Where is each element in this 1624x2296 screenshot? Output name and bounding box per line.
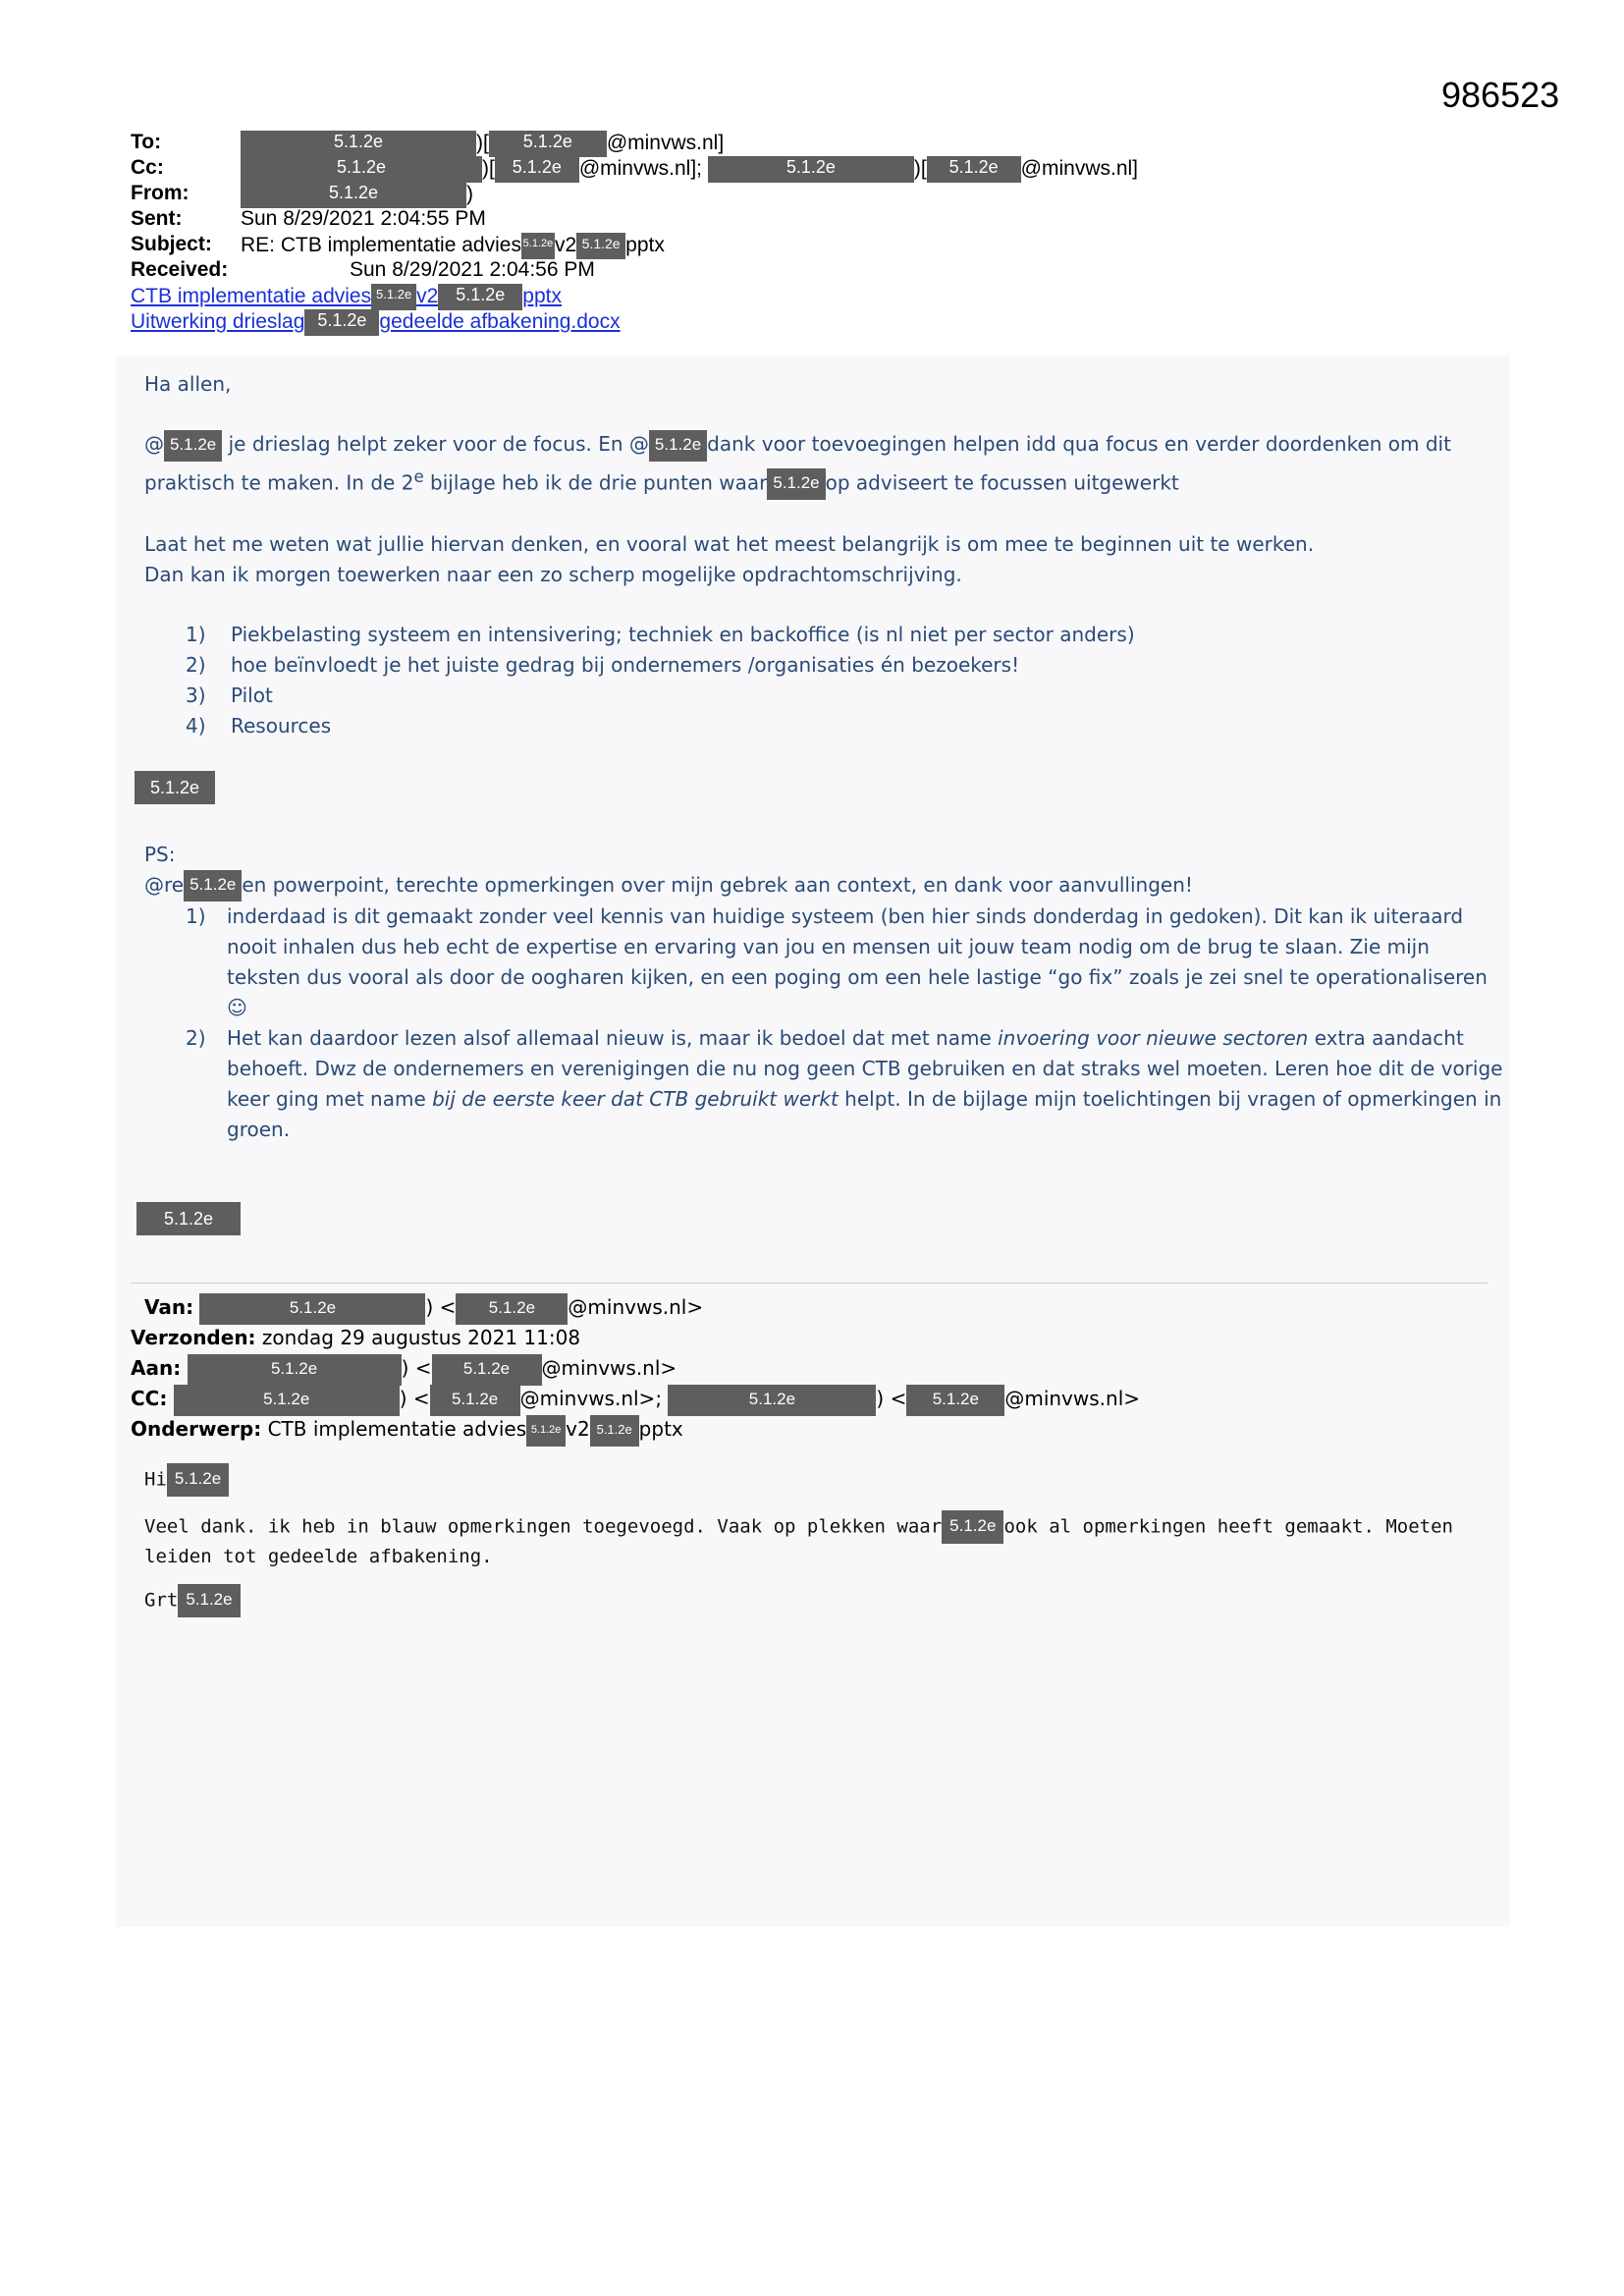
separator: ) < <box>876 1387 907 1410</box>
ps-list-item <box>144 1023 1509 1145</box>
signature <box>144 771 1509 810</box>
redaction: 5.1.2e <box>526 1415 566 1447</box>
separator: ) < <box>425 1295 457 1319</box>
cc-row <box>131 156 1139 182</box>
focus-list <box>144 620 1509 741</box>
redaction: 5.1.2e <box>438 284 522 310</box>
paragraph-1 <box>144 429 1509 500</box>
redaction: 5.1.2e <box>167 1463 229 1497</box>
redaction: 5.1.2e <box>432 1354 542 1386</box>
redaction: 5.1.2e <box>174 1385 400 1416</box>
redaction: 5.1.2e <box>241 156 482 183</box>
aan-label: Aan: <box>131 1356 182 1380</box>
email-domain: @minvws.nl> <box>568 1295 704 1319</box>
redaction: 5.1.2e <box>495 156 579 183</box>
text: bijlage heb ik de drie punten waar <box>423 470 768 495</box>
cc-label: CC: <box>131 1387 168 1410</box>
thanks-line <box>144 1510 1499 1570</box>
email-header <box>131 131 1139 335</box>
redaction: 5.1.2e <box>767 468 825 500</box>
spacer <box>144 810 1509 840</box>
list-number: 2) <box>186 1026 206 1051</box>
spacer <box>144 590 1509 620</box>
received-row <box>131 258 621 284</box>
attachment-name: gedeelde afbakening.docx <box>379 310 621 334</box>
list-text: Pilot <box>231 683 273 707</box>
redaction: 5.1.2e <box>927 156 1021 183</box>
hi-line <box>144 1463 1499 1501</box>
cc-domain: @minvws.nl] <box>1020 157 1139 181</box>
aan-row <box>131 1353 1140 1384</box>
received-label: Received: <box>131 258 229 281</box>
divider <box>131 1283 1488 1284</box>
redaction: 5.1.2e <box>430 1385 520 1416</box>
redaction: 5.1.2e <box>241 131 476 157</box>
emphasis: bij de eerste keer dat CTB gebruikt werkt <box>432 1087 839 1112</box>
greeting: Ha allen, <box>144 372 232 396</box>
cc-domain: @minvws.nl]; <box>578 157 702 181</box>
to-row <box>131 131 725 156</box>
text: Hi <box>144 1468 167 1491</box>
redaction: 5.1.2e <box>135 771 215 804</box>
redaction: 5.1.2e <box>649 430 707 462</box>
subject-row <box>131 233 665 258</box>
redaction: 5.1.2e <box>136 1202 241 1235</box>
list-text: Piekbelasting systeem en intensivering; techniek en backoffice (is nl niet per sector anders) <box>231 622 1135 646</box>
text: je drieslag helpt zeker voor de focus. En @ <box>222 432 649 456</box>
sent-row <box>131 207 621 233</box>
superscript: e <box>413 466 424 486</box>
list-number: 4) <box>186 713 206 738</box>
ps-label: PS: <box>144 842 176 866</box>
emphasis: invoering voor nieuwe sectoren <box>998 1026 1309 1051</box>
paragraph-2-line-2: Dan kan ik morgen toewerken naar een zo scherp mogelijke opdrachtomschrijving. <box>144 562 962 586</box>
list-number: 1) <box>186 904 206 929</box>
redaction: 5.1.2e <box>576 233 625 259</box>
separator: )[ <box>476 132 489 155</box>
text: @re <box>144 872 185 897</box>
text: ook al opmerkingen heeft gemaakt. Moeten leiden tot gedeelde afbakening. <box>144 1515 1453 1567</box>
text: CTB implementatie advies <box>267 1417 527 1441</box>
attachment-name: CTB implementatie advies <box>131 285 372 308</box>
redaction: 5.1.2e <box>942 1510 1003 1544</box>
text: v2 <box>566 1417 590 1441</box>
from-label: From: <box>131 182 189 204</box>
email-domain: @minvws.nl> <box>541 1356 677 1380</box>
attachment-name: v2 <box>416 285 439 308</box>
redaction: 5.1.2e <box>668 1385 876 1416</box>
list-text: hoe beïnvloedt je het juiste gedrag bij ondernemers /organisaties én bezoekers! <box>231 652 1020 677</box>
to-domain: @minvws.nl] <box>606 132 725 155</box>
attachment-link-docx[interactable] <box>131 309 621 335</box>
van-row <box>131 1292 1140 1323</box>
separator: )[ <box>482 157 495 181</box>
redaction: 5.1.2e <box>304 309 379 336</box>
spacer <box>144 1501 1499 1510</box>
ps-list-item <box>144 902 1509 1023</box>
document-number: 986523 <box>1441 75 1560 115</box>
email-domain: @minvws.nl> <box>1004 1387 1141 1410</box>
redaction: 5.1.2e <box>590 1415 639 1447</box>
sent-value: Sun 8/29/2021 2:04:55 PM <box>241 207 486 230</box>
onderwerp-label: Onderwerp: <box>131 1417 262 1441</box>
signature-2 <box>144 1202 1509 1235</box>
to-label: To: <box>131 131 162 153</box>
list-number: 1) <box>186 622 206 646</box>
cc-label: Cc: <box>131 156 164 179</box>
focus-list-item <box>144 711 1509 741</box>
spacer <box>144 1570 1499 1584</box>
email-domain: @minvws.nl>; <box>519 1387 663 1410</box>
focus-list-item <box>144 620 1509 650</box>
sent-label: Sent: <box>131 207 183 230</box>
ps-list <box>144 902 1509 1145</box>
redaction: 5.1.2e <box>489 131 607 157</box>
attachment-ext: pptx <box>522 285 562 308</box>
separator: ) <box>466 183 473 206</box>
focus-list-item <box>144 650 1509 681</box>
forwarded-header <box>131 1292 1140 1445</box>
text: Het kan daardoor lezen alsof allemaal nieuw is, maar ik bedoel dat met name <box>227 1026 999 1051</box>
from-value <box>241 182 473 208</box>
redaction: 5.1.2e <box>241 182 466 208</box>
to-value <box>241 131 724 157</box>
spacer <box>144 500 1509 529</box>
subject-value <box>241 233 665 259</box>
text: pptx <box>638 1417 683 1441</box>
onderwerp-row <box>131 1414 1140 1445</box>
separator: ) < <box>399 1387 430 1410</box>
van-label: Van: <box>144 1295 194 1319</box>
paragraph-2-line-1: Laat het me weten wat jullie hiervan denken, en vooral wat het meest belangrijk is om mee te beginnen uit te werken. <box>144 531 1315 556</box>
subject-mid: v2 <box>554 234 577 257</box>
text: en powerpoint, terechte opmerkingen over mijn gebrek aan context, en dank voor aanvullingen! <box>242 872 1193 897</box>
text: extra aandacht behoeft. Dwz de ondernemers en verenigingen die nu nog geen CTB gebruiken en dat straks wel moeten. Leren hoe dit de vorige keer ging met name <box>227 1026 1503 1112</box>
list-text: Resources <box>231 713 332 738</box>
cc-row <box>131 1384 1140 1414</box>
redaction: 5.1.2e <box>371 284 416 310</box>
verzonden-value: zondag 29 augustus 2021 11:08 <box>261 1326 581 1349</box>
list-text: inderdaad is dit gemaakt zonder veel kennis van huidige systeem (ben hier sinds donderdag in gedoken). Dit kan ik uiteraard nooit inhalen dus heb echt de expertise en ervaring van jou en mensen uit jouw team nodig om de brug te slaan. Zie mijn teksten dus vooral als door de oogharen kijken, en een poging om een hele lastige “go fix” zoals je zei snel te operationaliseren ☺ <box>227 904 1488 1020</box>
ps-intro <box>144 870 1509 902</box>
spacer <box>144 741 1509 771</box>
grt-line <box>144 1584 1499 1617</box>
separator: )[ <box>913 157 927 181</box>
spacer <box>144 400 1509 429</box>
redaction: 5.1.2e <box>164 430 222 462</box>
reply-body <box>144 369 1509 1235</box>
attachment-link-pptx[interactable] <box>131 284 621 309</box>
redaction: 5.1.2e <box>906 1385 1004 1416</box>
spacer <box>144 1145 1509 1202</box>
redaction: 5.1.2e <box>521 233 555 259</box>
text: @ <box>144 432 164 456</box>
verzonden-row <box>131 1323 1140 1353</box>
subject-suffix: pptx <box>625 234 665 257</box>
text: dank voor toevoegingen helpen idd qua focus en verder doordenken om dit praktisch te maken. In de 2 <box>144 432 1451 495</box>
subject-prefix: RE: CTB implementatie advies <box>241 234 521 257</box>
focus-list-item <box>144 681 1509 711</box>
text: helpt. In de bijlage mijn toelichtingen bij vragen of opmerkingen in groen. <box>227 1087 1502 1142</box>
redaction: 5.1.2e <box>184 870 242 902</box>
list-number: 2) <box>186 652 206 677</box>
attachment-name: Uitwerking drieslag <box>131 310 305 334</box>
redaction: 5.1.2e <box>199 1293 425 1325</box>
text: op adviseert te focussen uitgewerkt <box>825 470 1179 495</box>
text: Grt <box>144 1589 179 1612</box>
from-row <box>131 182 621 207</box>
list-number: 3) <box>186 683 206 707</box>
received-value: Sun 8/29/2021 2:04:56 PM <box>350 258 595 281</box>
redaction: 5.1.2e <box>456 1293 568 1325</box>
original-message-body <box>144 1463 1499 1617</box>
cc-value <box>241 156 1138 183</box>
redaction: 5.1.2e <box>708 156 914 183</box>
text: Veel dank. ik heb in blauw opmerkingen toegevoegd. Vaak op plekken waar <box>144 1515 943 1538</box>
redaction: 5.1.2e <box>188 1354 402 1386</box>
separator: ) < <box>401 1356 432 1380</box>
redaction: 5.1.2e <box>178 1584 240 1617</box>
verzonden-label: Verzonden: <box>131 1326 256 1349</box>
subject-label: Subject: <box>131 233 212 255</box>
